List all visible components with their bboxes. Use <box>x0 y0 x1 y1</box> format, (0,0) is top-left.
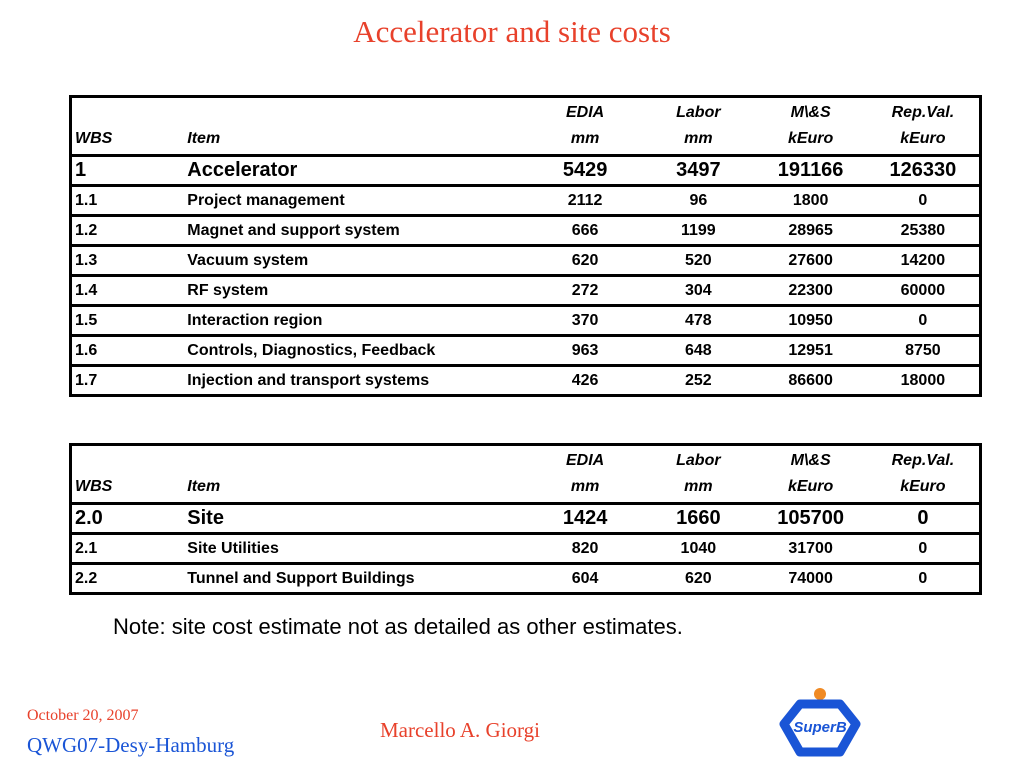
edia-cell: 2112 <box>567 191 603 209</box>
repval-cell: 14200 <box>900 251 946 269</box>
repval-cell: 0 <box>918 191 928 209</box>
header-edia-unit: mm <box>570 130 600 147</box>
ms-cell: 74000 <box>788 569 833 587</box>
header-ms: M\&S <box>790 104 831 121</box>
summary-row <box>72 502 979 532</box>
item-cell: Accelerator <box>187 159 298 181</box>
labor-cell: 96 <box>689 191 708 209</box>
header-ms-unit: kEuro <box>787 478 834 495</box>
note-text: Note: site cost estimate not as detailed as other estimates. <box>113 614 683 639</box>
ms-cell: 86600 <box>788 371 833 389</box>
item-cell: Interaction region <box>187 311 323 329</box>
table-row <box>72 274 979 304</box>
item-cell: Site <box>187 507 224 529</box>
edia-cell: 426 <box>571 371 599 389</box>
edia-cell: 820 <box>571 539 599 557</box>
header-wbs: WBS <box>75 478 113 495</box>
table-row <box>72 214 979 244</box>
labor-cell: 620 <box>685 569 712 587</box>
header-edia: EDIA <box>565 104 605 121</box>
header-edia-unit: mm <box>570 478 600 495</box>
repval-cell: 126330 <box>889 159 957 181</box>
ms-cell: 10950 <box>788 311 833 329</box>
labor-cell: 1660 <box>676 507 721 529</box>
header-repval-unit: kEuro <box>900 130 946 147</box>
repval-cell: 0 <box>918 311 928 329</box>
slide-title: Accelerator and site costs <box>353 14 671 49</box>
header-repval-unit: kEuro <box>900 478 946 495</box>
wbs-cell: 2.2 <box>75 569 98 587</box>
table-header <box>72 446 979 502</box>
wbs-cell: 1.3 <box>75 251 98 269</box>
ms-cell: 28965 <box>788 221 833 239</box>
item-cell: Controls, Diagnostics, Feedback <box>187 341 436 359</box>
edia-cell: 272 <box>571 281 599 299</box>
footer-meeting: QWG07-Desy-Hamburg <box>27 733 235 757</box>
edia-cell: 1424 <box>562 507 608 529</box>
wbs-cell: 1 <box>75 159 87 181</box>
table-row <box>72 334 979 364</box>
ms-cell: 191166 <box>777 159 844 181</box>
footer-date: October 20, 2007 <box>27 707 139 724</box>
labor-cell: 520 <box>685 251 712 269</box>
item-cell: Tunnel and Support Buildings <box>187 569 415 587</box>
ms-cell: 22300 <box>788 281 833 299</box>
wbs-cell: 1.7 <box>75 371 98 389</box>
edia-cell: 604 <box>571 569 599 587</box>
item-cell: Project management <box>187 191 345 209</box>
labor-cell: 478 <box>685 311 712 329</box>
repval-cell: 25380 <box>900 221 946 239</box>
ms-cell: 31700 <box>788 539 833 557</box>
ms-cell: 1800 <box>792 191 829 209</box>
repval-cell: 60000 <box>900 281 946 299</box>
footer-author: Marcello A. Giorgi <box>380 718 541 742</box>
header-repval: Rep.Val. <box>891 452 955 469</box>
labor-cell: 1040 <box>680 539 717 557</box>
table-row <box>72 364 979 394</box>
item-cell: Magnet and support system <box>187 221 400 239</box>
table-row <box>72 532 979 562</box>
repval-cell: 0 <box>917 507 929 529</box>
table-row <box>72 562 979 592</box>
header-ms: M\&S <box>790 452 831 469</box>
edia-cell: 5429 <box>562 159 608 181</box>
header-labor: Labor <box>676 104 721 121</box>
labor-cell: 304 <box>685 281 712 299</box>
wbs-cell: 1.6 <box>75 341 98 359</box>
repval-cell: 0 <box>918 569 928 587</box>
header-repval: Rep.Val. <box>891 104 955 121</box>
table-row <box>72 304 979 334</box>
header-wbs: WBS <box>75 130 113 147</box>
wbs-cell: 1.2 <box>75 221 98 239</box>
accelerator-cost-table <box>69 95 982 397</box>
header-ms-unit: kEuro <box>787 130 834 147</box>
edia-cell: 620 <box>571 251 599 269</box>
labor-cell: 648 <box>685 341 712 359</box>
item-cell: RF system <box>187 281 269 299</box>
repval-cell: 0 <box>918 539 928 557</box>
superb-logo <box>778 686 862 762</box>
item-cell: Site Utilities <box>187 539 279 557</box>
ms-cell: 105700 <box>777 507 844 529</box>
table-row <box>72 184 979 214</box>
repval-cell: 18000 <box>900 371 946 389</box>
wbs-cell: 2.1 <box>75 539 98 557</box>
header-labor: Labor <box>676 452 721 469</box>
header-edia: EDIA <box>565 452 605 469</box>
repval-cell: 8750 <box>905 341 941 359</box>
edia-cell: 370 <box>571 311 599 329</box>
labor-cell: 3497 <box>676 159 721 181</box>
logo-text: SuperB <box>793 719 847 736</box>
edia-cell: 963 <box>571 341 599 359</box>
summary-row <box>72 154 979 184</box>
item-cell: Injection and transport systems <box>187 371 430 389</box>
item-cell: Vacuum system <box>187 251 309 269</box>
header-labor-unit: mm <box>684 130 713 147</box>
wbs-cell: 1.4 <box>75 281 98 299</box>
site-cost-table <box>69 443 982 595</box>
ms-cell: 27600 <box>788 251 833 269</box>
labor-cell: 1199 <box>680 221 716 239</box>
wbs-cell: 1.5 <box>75 311 98 329</box>
wbs-cell: 1.1 <box>75 191 98 209</box>
labor-cell: 252 <box>685 371 712 389</box>
ms-cell: 12951 <box>788 341 833 359</box>
header-item: Item <box>187 130 221 147</box>
header-labor-unit: mm <box>684 478 713 495</box>
edia-cell: 666 <box>571 221 599 239</box>
wbs-cell: 2.0 <box>75 507 103 529</box>
table-row <box>72 244 979 274</box>
header-item: Item <box>187 478 221 495</box>
table-header <box>72 98 979 154</box>
